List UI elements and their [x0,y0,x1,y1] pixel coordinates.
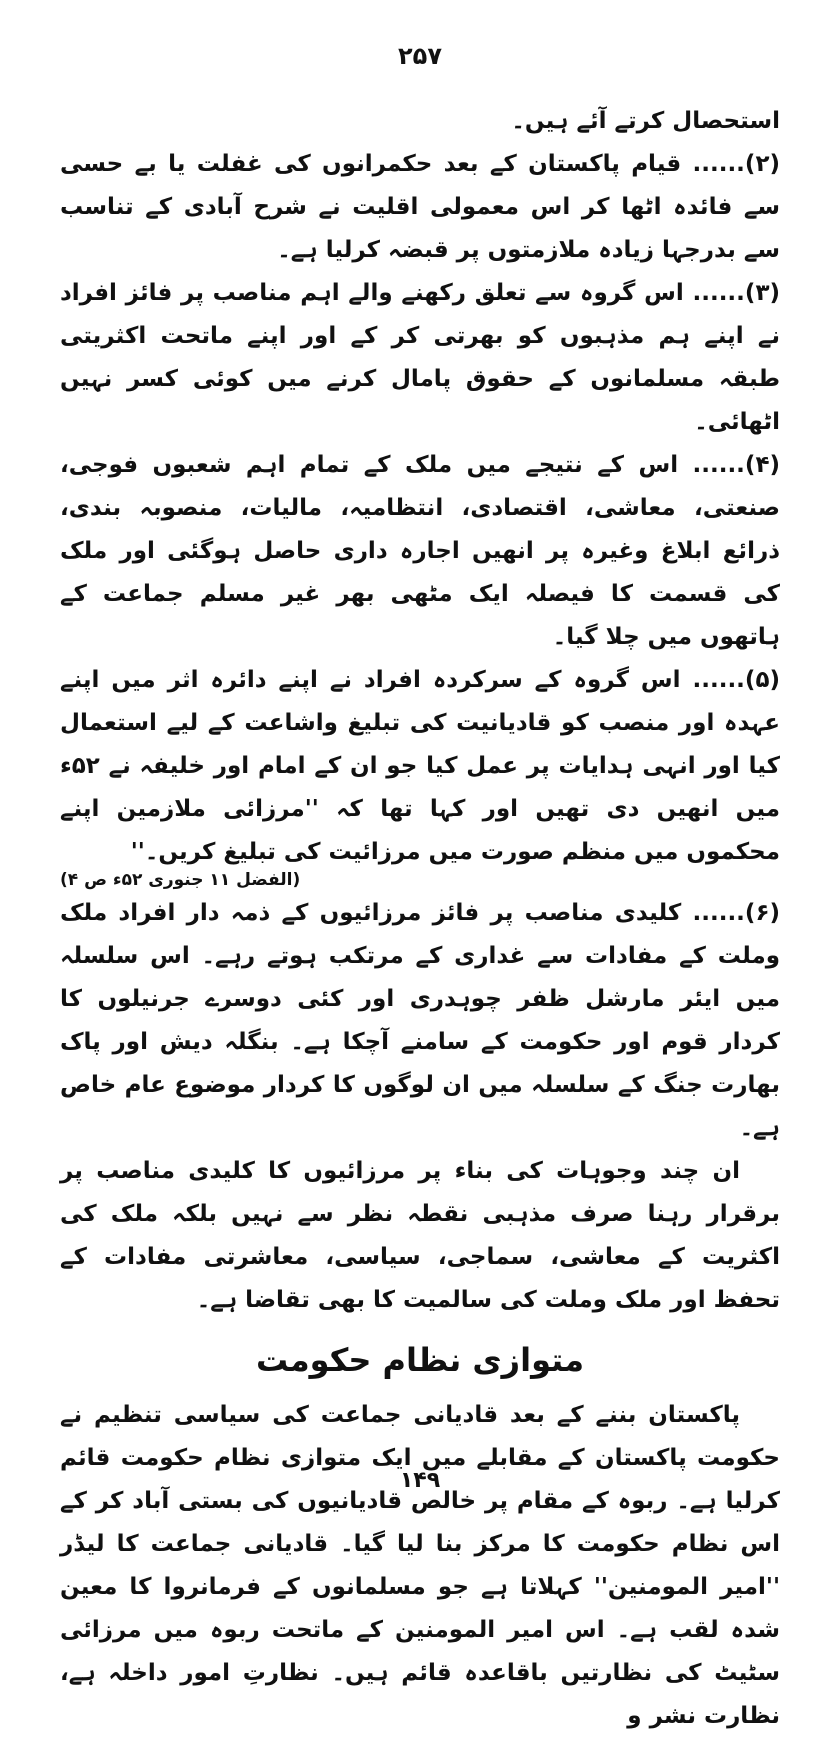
paragraph: (۲)...... قیام پاکستان کے بعد حکمرانوں کی غفلت یا بے حسی سے فائدہ اٹھا کر اس معمولی اقلیت نے شرح آبادی کے تناسب سے بدرجہا زیادہ ملازمتوں پر قبضہ کرلیا ہے۔ [60,151,780,263]
paragraph: (۴)...... اس کے نتیجے میں ملک کے تمام اہم شعبوں فوجی، صنعتی، معاشی، اقتصادی، انتظامیہ، مالیات، منصوبہ بندی، ذرائع ابلاغ وغیرہ پر انھیں اجارہ داری حاصل ہوگئی اور ملک کی قسمت کا فیصلہ ایک مٹھی بھر غیر مسلم جماعت کے ہاتھوں میں چلا گیا۔ [60,452,780,650]
paragraph: (۳)...... اس گروہ سے تعلق رکھنے والے اہم مناصب پر فائز افراد نے اپنے ہم مذہبوں کو بھرتی کر کے اور اپنے ماتحت اکثریتی طبقہ مسلمانوں کے حقوق پامال کرنے میں کوئی کسر نہیں اٹھائی۔ [60,280,780,435]
paragraph: (۵)...... اس گروہ کے سرکردہ افراد نے اپنے دائرہ اثر میں اپنے عہدہ اور منصب کو قادیانیت کی تبلیغ واشاعت کے لیے استعمال کیا اور انہی ہدایات پر عمل کیا جو ان کے امام اور خلیفہ نے ۵۲ء میں انھیں دی تھیں اور کہا تھا کہ ''مرزائی ملازمین اپنے محکموں میں منظم صورت میں مرزائیت کی تبلیغ کریں۔'' [60,667,780,865]
page-number-bottom: ۱۴۹ [399,1468,441,1493]
section-heading: متوازی نظام حکومت [255,1341,584,1379]
paragraph: (۶)...... کلیدی مناصب پر فائز مرزائیوں کے ذمہ دار افراد ملک وملت کے مفادات سے غداری کے مرتکب ہوتے رہے۔ اس سلسلہ میں ایئر مارشل ظفر چوہدری اور کئی دوسرے جرنیلوں کا کردار قوم اور حکومت کے سامنے آچکا ہے۔ بنگلہ دیش اور پاک بھارت جنگ کے سلسلہ میں ان لوگوں کا کردار موضوع عام خاص ہے۔ [60,900,780,1141]
paragraph: استحصال کرتے آئے ہیں۔ [511,108,780,134]
citation-reference: (الفضل ۱۱ جنوری ۵۲ء ص ۴) [60,870,301,890]
page-number-top: ۲۵۷ [398,42,442,70]
paragraph: پاکستان بننے کے بعد قادیانی جماعت کی سیاسی تنظیم نے حکومت پاکستان کے مقابلے میں ایک متوازی نظام حکومت قائم کرلیا ہے۔ ربوہ کے مقام پر خالص قادیانیوں کی بستی آباد کر کے اس نظام حکومت کا مرکز بنا لیا گیا۔ قادیانی جماعت کا لیڈر ''امیر المومنین'' کہلاتا ہے جو مسلمانوں کے فرمانروا کا معین شدہ لقب ہے۔ اس امیر المومنین کے ماتحت ربوہ میں مرزائی سٹیٹ کی نظارتیں باقاعدہ قائم ہیں۔ نظارتِ امور داخلہ ہے، نظارت نشر و [60,1402,780,1729]
paragraph: ان چند وجوہات کی بناء پر مرزائیوں کا کلیدی مناصب پر برقرار رہنا صرف مذہبی نقطہ نظر سے نہیں بلکہ ملک کی اکثریت کے معاشی، سماجی، سیاسی، معاشرتی مفادات کے تحفظ اور ملک وملت کی سالمیت کا بھی تقاضا ہے۔ [60,1158,780,1313]
